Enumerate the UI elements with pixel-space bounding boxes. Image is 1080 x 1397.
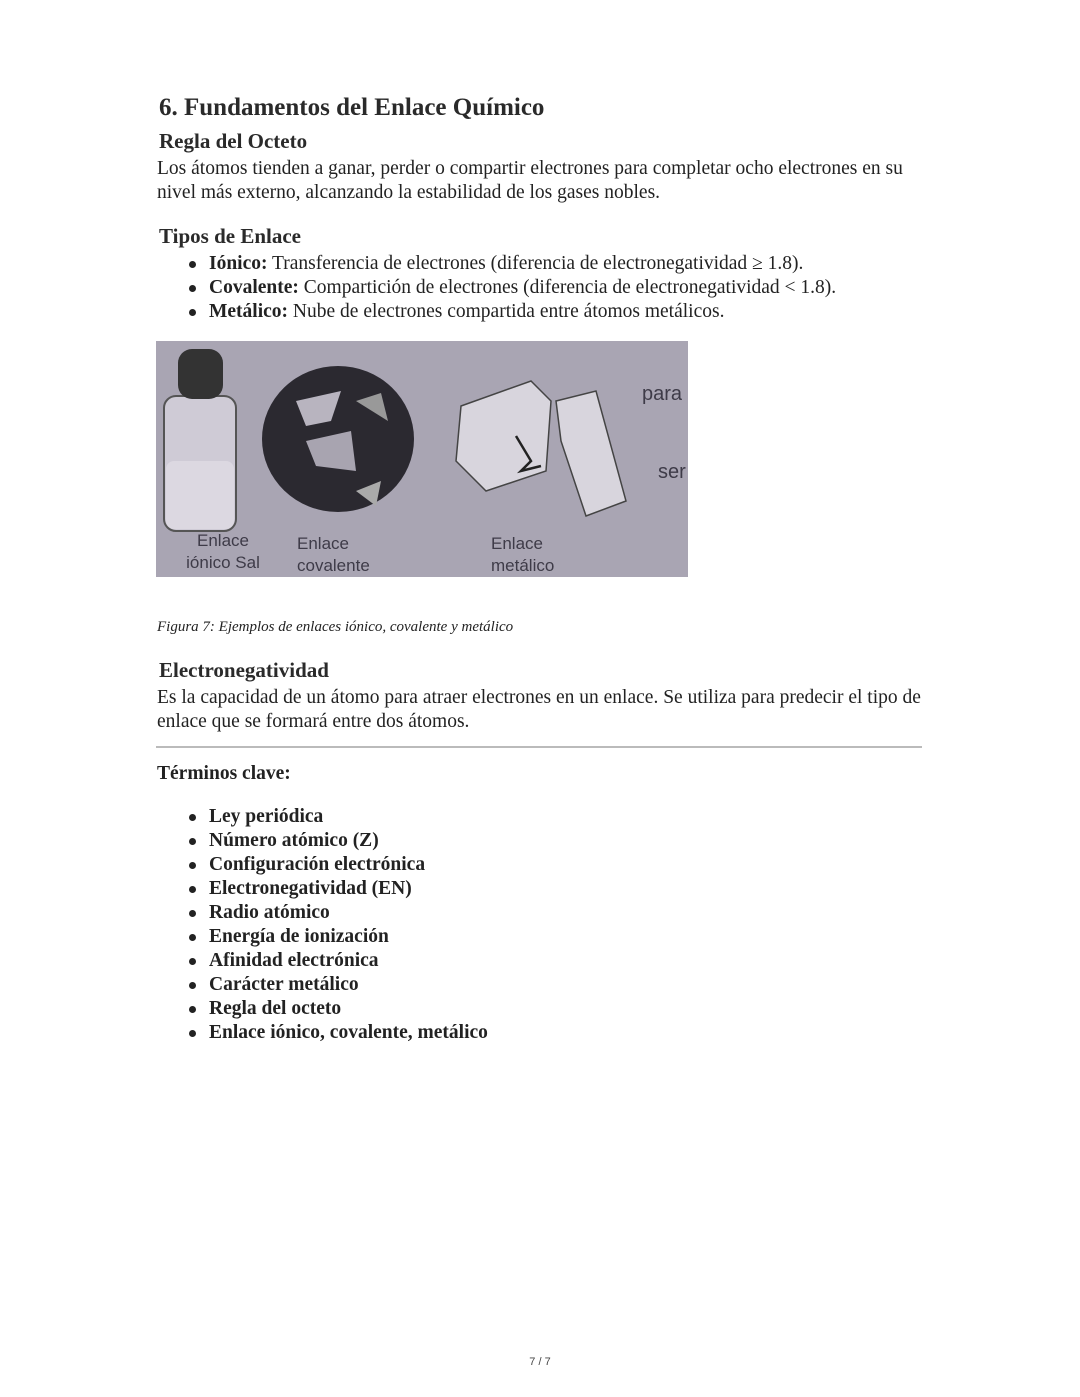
list-item: Enlace iónico, covalente, metálico (209, 1022, 488, 1043)
list-item: Regla del octeto (209, 997, 488, 1021)
list-item: Configuración electrónica (209, 853, 488, 877)
section-title: 6. Fundamentos del Enlace Químico (159, 94, 545, 121)
figure-caption: Figura 7: Ejemplos de enlaces iónico, covalente y metálico (157, 619, 514, 635)
list-item: Número atómico (Z) (209, 829, 488, 853)
terminos-list (157, 805, 488, 1045)
term: Iónico: (209, 253, 268, 274)
tipos-list (157, 252, 836, 324)
list-item (209, 276, 836, 300)
figure-text-para: para (642, 383, 683, 405)
octeto-heading: Regla del Octeto (159, 129, 308, 153)
figure-label-covalent: Enlace covalente (297, 534, 370, 575)
term: Covalente: (209, 277, 299, 298)
list-item: Energía de ionización (209, 925, 488, 949)
bond-examples-image (156, 341, 688, 577)
figure-text-ser: ser (658, 461, 686, 483)
octeto-text: Los átomos tienden a ganar, perder o compartir electrones para completar ocho electrones en su nivel más externo, alcanzando la estabilidad de los gases nobles. (157, 158, 903, 203)
divider (156, 746, 922, 748)
salt-shaker-icon (164, 349, 236, 531)
term: Metálico: (209, 301, 289, 322)
desc: Nube de electrones compartida entre átomos metálicos. (288, 301, 725, 322)
list-item: Electronegatividad (EN) (209, 877, 488, 901)
list-item: Radio atómico (209, 901, 488, 925)
desc: Compartición de electrones (diferencia de electronegatividad < 1.8). (298, 277, 837, 298)
list-item (209, 300, 836, 324)
figure-label-metallic: Enlace metálico (491, 534, 555, 575)
electro-heading: Electronegatividad (159, 658, 329, 682)
desc: Transferencia de electrones (diferencia de electronegatividad ≥ 1.8). (267, 253, 804, 274)
covalent-crystal-icon (262, 366, 414, 512)
terminos-heading: Términos clave: (157, 763, 291, 784)
page-number: 7 / 7 (529, 1356, 551, 1368)
metal-bars-icon (456, 381, 626, 516)
tipos-heading: Tipos de Enlace (159, 224, 301, 248)
electro-text: Es la capacidad de un átomo para atraer electrones en un enlace. Se utiliza para predecir el tipo de enlace que se formará entre dos átomos. (157, 687, 921, 732)
list-item: Afinidad electrónica (209, 949, 488, 973)
list-item: Ley periódica (209, 805, 488, 829)
list-item (209, 252, 836, 276)
list-item: Carácter metálico (209, 973, 488, 997)
figure-label-ionic: Enlace iónico Sal (186, 531, 260, 572)
